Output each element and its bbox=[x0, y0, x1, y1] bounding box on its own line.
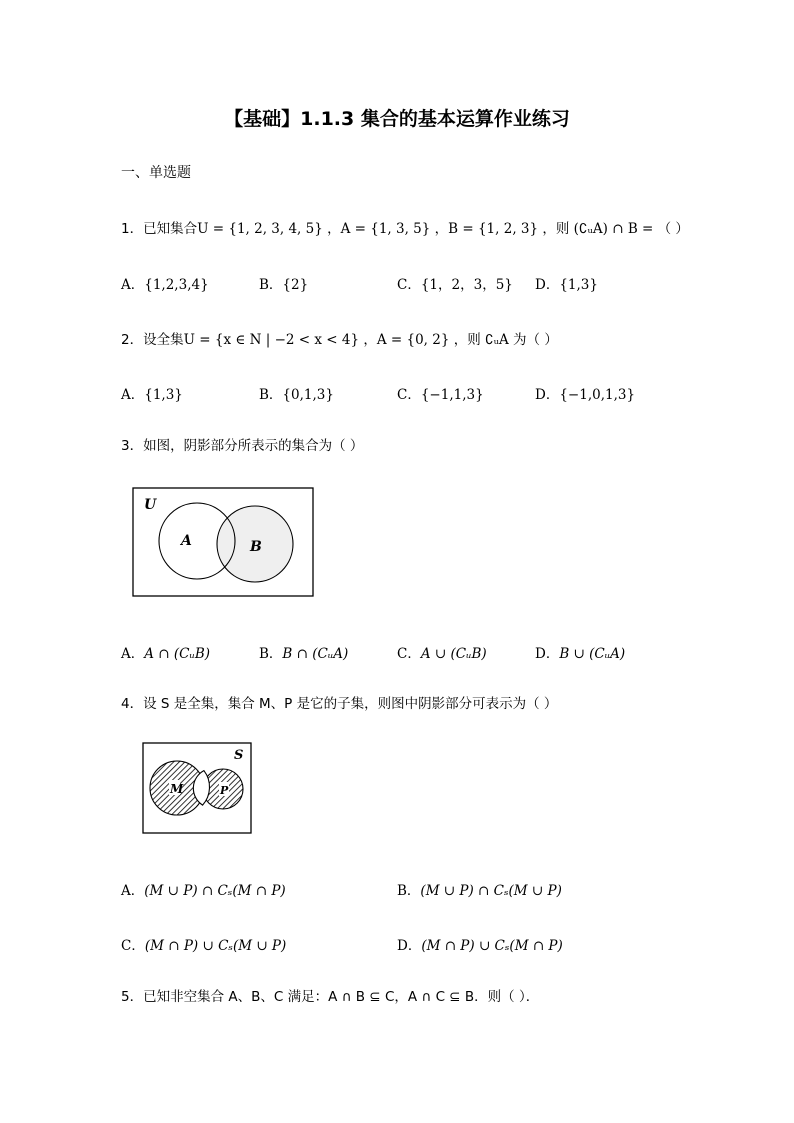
option-a[interactable]: A．{1,3} bbox=[121, 387, 183, 403]
question-3 bbox=[121, 434, 363, 454]
universe-label: U bbox=[144, 497, 157, 513]
set-p-label: P bbox=[220, 784, 229, 797]
venn-diagram-q4 bbox=[142, 742, 253, 835]
option-c[interactable]: C．(M ∩ P) ∪ Cₛ(M ∪ P) bbox=[121, 938, 287, 954]
question-stem: 已知非空集合 A、B、C 满足：A ∩ B ⊆ C，A ∩ C ⊆ B．则（ ）． bbox=[143, 989, 540, 1005]
option-a[interactable]: A．(M ∪ P) ∩ Cₛ(M ∩ P) bbox=[121, 883, 286, 899]
question-number: 1． bbox=[121, 221, 144, 237]
question-number: 5． bbox=[121, 989, 144, 1005]
option-a[interactable]: A．{1,2,3,4} bbox=[121, 277, 209, 293]
universe-label: S bbox=[234, 748, 244, 763]
option-b[interactable]: B．{0,1,3} bbox=[259, 387, 334, 403]
question-number: 3． bbox=[121, 438, 144, 454]
set-m-label: M bbox=[170, 782, 184, 796]
option-b[interactable]: B．{2} bbox=[259, 277, 309, 293]
set-b-label: B bbox=[250, 539, 262, 555]
option-d[interactable]: D．{−1,0,1,3} bbox=[535, 387, 636, 403]
question-4 bbox=[121, 692, 557, 712]
page-title: 【基础】1.1.3 集合的基本运算作业练习 bbox=[224, 108, 570, 130]
venn-diagram-q3 bbox=[132, 487, 315, 598]
question-stem: 设 S 是全集，集合 M、P 是它的子集，则图中阴影部分可表示为（ ） bbox=[143, 696, 558, 712]
question-2 bbox=[121, 328, 558, 348]
question-prefix: 已知集合 bbox=[143, 221, 198, 237]
option-d[interactable]: D．(M ∩ P) ∪ Cₛ(M ∩ P) bbox=[397, 938, 563, 954]
option-c[interactable]: C．{1，2，3，5} bbox=[397, 277, 513, 293]
question-prefix: 设全集 bbox=[143, 332, 184, 348]
question-number: 2． bbox=[121, 332, 144, 348]
question-number: 4． bbox=[121, 696, 144, 712]
question-5 bbox=[121, 985, 539, 1005]
section-heading: 一、单选题 bbox=[121, 165, 191, 181]
set-a-label: A bbox=[181, 533, 192, 549]
option-a[interactable]: A．A ∩ (CᵤB) bbox=[121, 646, 211, 662]
option-c[interactable]: C．A ∪ (CᵤB) bbox=[397, 646, 487, 662]
option-c[interactable]: C．{−1,1,3} bbox=[397, 387, 484, 403]
question-expression: U = {x ∈ N | −2 < x < 4} ，A = {0, 2} ，则 ∁ᵤA 为（ ） bbox=[183, 332, 558, 348]
option-d[interactable]: D．{1,3} bbox=[535, 277, 598, 293]
option-b[interactable]: B．B ∩ (CᵤA) bbox=[259, 646, 349, 662]
option-b[interactable]: B．(M ∪ P) ∩ Cₛ(M ∪ P) bbox=[397, 883, 562, 899]
question-stem: 如图，阴影部分所表示的集合为（ ） bbox=[143, 438, 364, 454]
option-d[interactable]: D．B ∪ (CᵤA) bbox=[535, 646, 626, 662]
question-expression: U = {1, 2, 3, 4, 5} ，A = {1, 3, 5} ，B = {1, 2, 3} ，则 (∁ᵤA) ∩ B = （ ） bbox=[197, 221, 689, 237]
question-1 bbox=[121, 217, 689, 237]
